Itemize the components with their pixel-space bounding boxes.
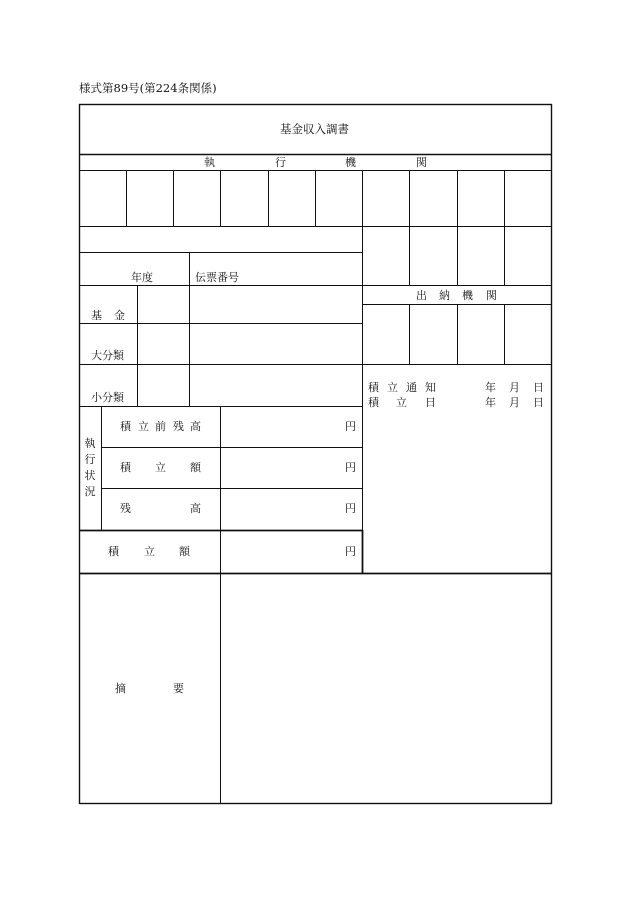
yen-unit: 円 bbox=[345, 545, 356, 558]
total-char: 額 bbox=[179, 545, 190, 558]
status-side-label: 執行状況 bbox=[84, 437, 96, 498]
status-char: 積 bbox=[120, 420, 131, 433]
daibunrui-label: 大分類 bbox=[91, 349, 124, 362]
notice-char: 知 bbox=[425, 381, 436, 394]
date-year: 年 bbox=[485, 396, 496, 409]
notice-char: 積 bbox=[368, 381, 379, 394]
form-title: 基金収入調書 bbox=[280, 122, 349, 136]
status-char: 残 bbox=[173, 420, 184, 433]
status-char: 立 bbox=[155, 461, 166, 474]
yen-unit: 円 bbox=[345, 502, 356, 515]
notice-char: 立 bbox=[396, 396, 407, 409]
total-char: 立 bbox=[144, 545, 155, 558]
notice-char: 積 bbox=[368, 396, 379, 409]
suito-char: 出 bbox=[416, 289, 427, 302]
nendo-label: 年度 bbox=[131, 271, 153, 284]
notice-char: 日 bbox=[425, 396, 436, 409]
date-month: 月 bbox=[509, 381, 520, 394]
tekiyo-char: 摘 bbox=[115, 682, 126, 695]
exec-org-char: 関 bbox=[416, 156, 427, 169]
denpyo-label: 伝票番号 bbox=[195, 271, 239, 284]
status-char: 高 bbox=[190, 420, 201, 433]
exec-org-char: 行 bbox=[275, 156, 286, 169]
date-day: 日 bbox=[533, 396, 544, 409]
kikin-char: 基 bbox=[91, 309, 102, 322]
date-year: 年 bbox=[485, 381, 496, 394]
status-char: 前 bbox=[155, 420, 166, 433]
notice-char: 立 bbox=[387, 381, 398, 394]
date-day: 日 bbox=[533, 381, 544, 394]
exec-org-char: 執 bbox=[204, 156, 215, 169]
exec-org-char: 機 bbox=[345, 156, 356, 169]
tekiyo-char: 要 bbox=[173, 682, 184, 695]
suito-char: 納 bbox=[439, 289, 450, 302]
yen-unit: 円 bbox=[345, 461, 356, 474]
date-month: 月 bbox=[509, 396, 520, 409]
total-char: 積 bbox=[108, 545, 119, 558]
yen-unit: 円 bbox=[345, 420, 356, 433]
form-id: 様式第89号(第224条関係) bbox=[79, 81, 217, 95]
status-char: 高 bbox=[190, 502, 201, 515]
status-char: 積 bbox=[120, 461, 131, 474]
status-char: 額 bbox=[190, 461, 201, 474]
kikin-char: 金 bbox=[114, 309, 125, 322]
status-char: 残 bbox=[120, 502, 131, 515]
suito-char: 機 bbox=[462, 289, 473, 302]
notice-char: 通 bbox=[406, 381, 417, 394]
shobunrui-label: 小分類 bbox=[91, 391, 124, 404]
suito-char: 関 bbox=[486, 289, 497, 302]
status-char: 立 bbox=[138, 420, 149, 433]
